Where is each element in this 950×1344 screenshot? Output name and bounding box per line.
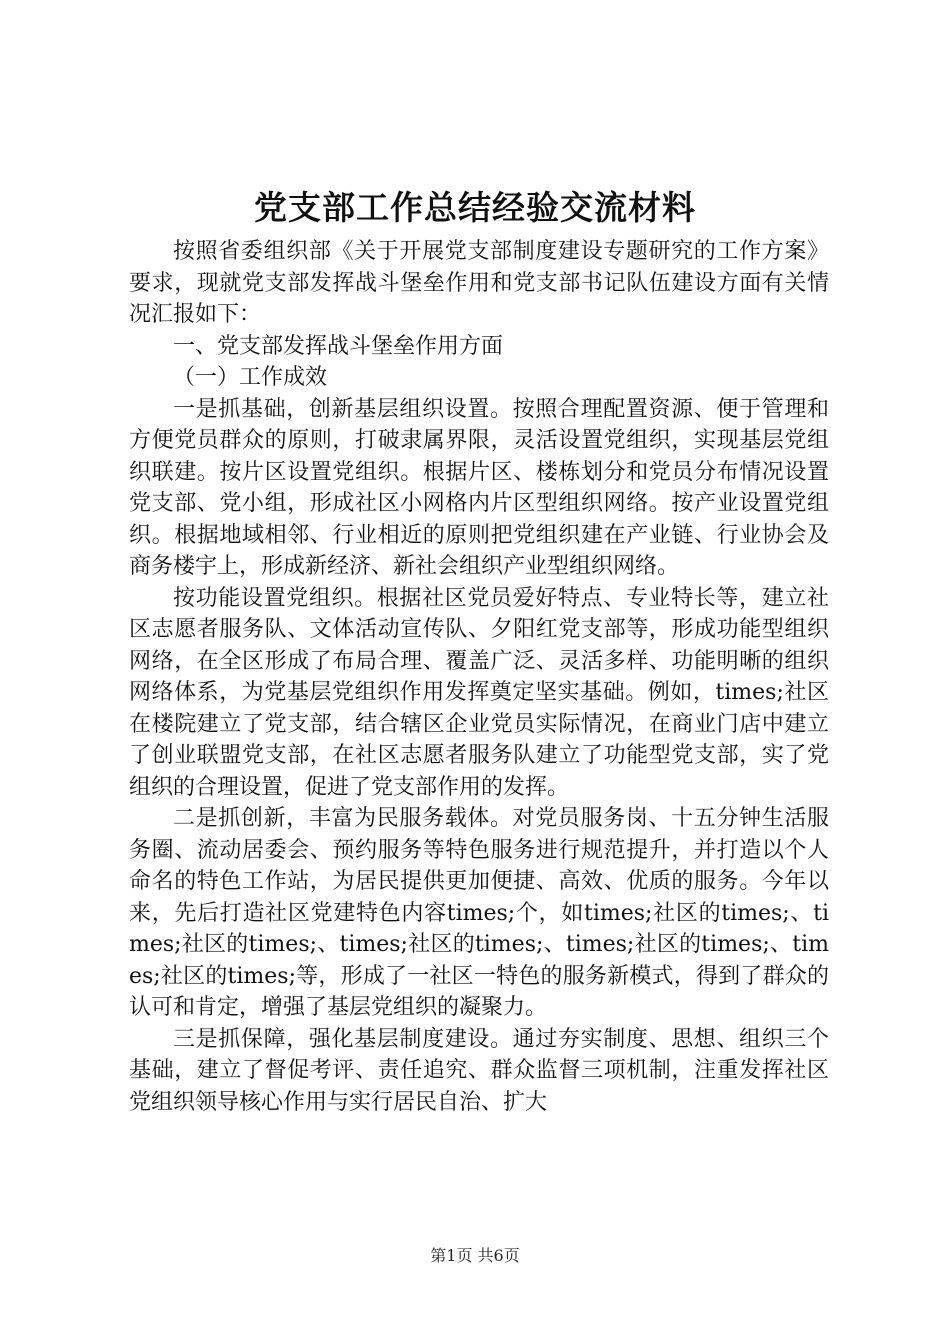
paragraph-intro: 按照省委组织部《关于开展党支部制度建设专题研究的工作方案》要求，现就党支部发挥战斗堡垒作用和党支部书记队伍建设方面有关情况汇报如下： (129, 239, 829, 327)
section-heading: 一、党支部发挥战斗堡垒作用方面 (173, 333, 504, 359)
page-number: 第1页 共6页 (430, 1246, 520, 1265)
document-body (129, 236, 829, 1118)
paragraph-innovation: 二是抓创新，丰富为民服务载体。对党员服务岗、十五分钟生活服务圈、流动居委会、预约服务等特色服务进行规范提升，并打造以个人命名的特色工作站，为居民提供更加便捷、高效、优质的服务。今年以来，先后打造社区党建特色内容times;个，如times;社区的times;、times;社区的times;、times;社区的times;、times;社区的times;、times;社区的times;等，形成了一社区一特色的服务新模式，得到了群众的认可和肯定，增强了基层党组织的凝聚力。 (129, 806, 829, 1020)
paragraph-function: 按功能设置党组织。根据社区党员爱好特点、专业特长等，建立社区志愿者服务队、文体活动宣传队、夕阳红党支部等，形成功能型组织网络，在全区形成了布局合理、覆盖广泛、灵活多样、功能明晰的组织网络体系，为党基层党组织作用发挥奠定坚实基础。例如，times;社区在楼院建立了党支部，结合辖区企业党员实际情况，在商业门店中建立了创业联盟党支部，在社区志愿者服务队建立了功能型党支部，实了党组织的合理设置，促进了党支部作用的发挥。 (129, 585, 829, 800)
subsection-heading: （一）工作成效 (173, 365, 328, 390)
document-title: 党支部工作总结经验交流材料 (254, 188, 696, 227)
paragraph-guarantee: 三是抓保障，强化基层制度建设。通过夯实制度、思想、组织三个基础，建立了督促考评、责任追究、群众监督三项机制，注重发挥社区党组织领导核心作用与实行居民自治、扩大 (129, 1026, 829, 1115)
paragraph-foundation: 一是抓基础，创新基层组织设置。按照合理配置资源、便于管理和方便党员群众的原则，打破隶属界限，灵活设置党组织，实现基层党组织联建。按片区设置党组织。根据片区、楼栋划分和党员分布情况设置党支部、党小组，形成社区小网格内片区型组织网络。按产业设置党组织。根据地域相邻、行业相近的原则把党组织建在产业链、行业协会及商务楼宇上，形成新经济、新社会组织产业型组织网络。 (129, 396, 829, 579)
